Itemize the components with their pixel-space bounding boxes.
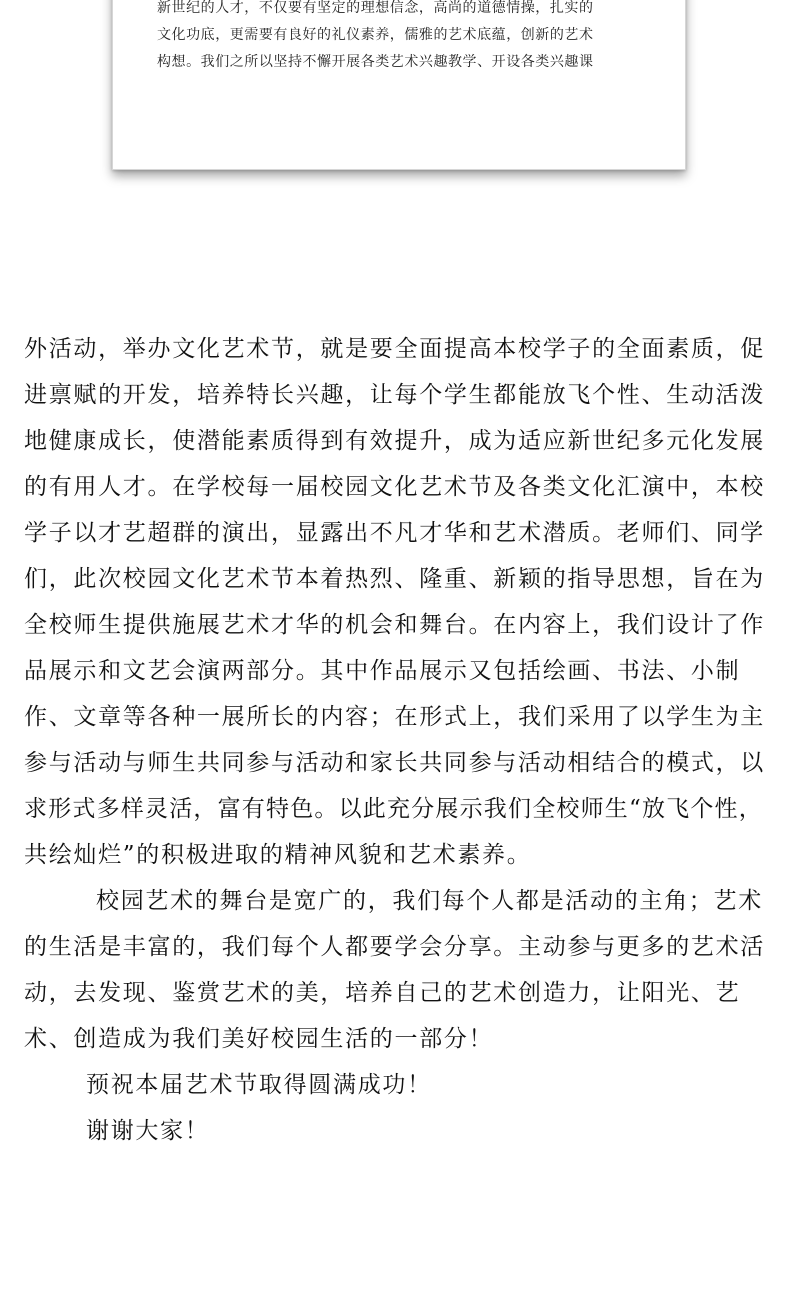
- paragraph-stage: [24, 878, 780, 1062]
- text-line: 学子以才艺超群的演出，显露出不凡才华和艺术潜质。老师们、同学: [24, 520, 765, 546]
- text-line: 术、创造成为我们美好校园生活的一部分！: [24, 1026, 494, 1052]
- card-line: 新世纪的人才，不仅要有坚定的理想信念，高尚的道德情操，扎实的: [157, 0, 594, 16]
- text-line: 的生活是丰富的，我们每个人都要学会分享。主动参与更多的艺术活: [24, 934, 765, 960]
- previous-page-card: [112, 0, 686, 170]
- text-line: 求形式多样灵活，富有特色。以此充分展示我们全校师生“放飞个性，: [24, 796, 763, 822]
- closing-wish: 预祝本届艺术节取得圆满成功！: [86, 1072, 432, 1098]
- text-line: 的有用人才。在学校每一届校园文化艺术节及各类文化汇演中，本校: [24, 474, 765, 500]
- paragraph-participation: [24, 326, 780, 878]
- closing-thanks: 谢谢大家！: [86, 1118, 210, 1144]
- text-line: 作、文章等各种一展所长的内容；在形式上，我们采用了以学生为主: [24, 704, 765, 730]
- text-line: 们，此次校园文化艺术节本着热烈、隆重、新颖的指导思想，旨在为: [24, 566, 765, 592]
- text-line: 校园艺术的舞台是宽广的，我们每个人都是活动的主角；艺术: [96, 888, 763, 914]
- text-line: 参与活动与师生共同参与活动和家长共同参与活动相结合的模式，以: [24, 750, 765, 776]
- card-line: 文化功底，更需要有良好的礼仪素养，儒雅的艺术底蕴，创新的艺术: [157, 27, 594, 43]
- text-line: 外活动，举办文化艺术节，就是要全面提高本校学子的全面素质，促: [24, 336, 765, 362]
- text-line: 地健康成长，使潜能素质得到有效提升，成为适应新世纪多元化发展: [24, 428, 765, 454]
- speech-body: [24, 326, 780, 1154]
- text-line: 共绘灿烂”的积极进取的精神风貌和艺术素养。: [24, 842, 532, 868]
- text-line: 全校师生提供施展艺术才华的机会和舞台。在内容上，我们设计了作: [24, 612, 765, 638]
- card-paragraph: [157, 0, 643, 76]
- text-line: 进禀赋的开发，培养特长兴趣，让每个学生都能放飞个性、生动活泼: [24, 382, 765, 408]
- text-line: 动，去发现、鉴赏艺术的美，培养自己的艺术创造力，让阳光、艺: [24, 980, 741, 1006]
- text-line: 品展示和文艺会演两部分。其中作品展示又包括绘画、书法、小制: [24, 658, 741, 684]
- card-line: 构想。我们之所以坚持不懈开展各类艺术兴趣教学、开设各类兴趣课: [157, 54, 594, 70]
